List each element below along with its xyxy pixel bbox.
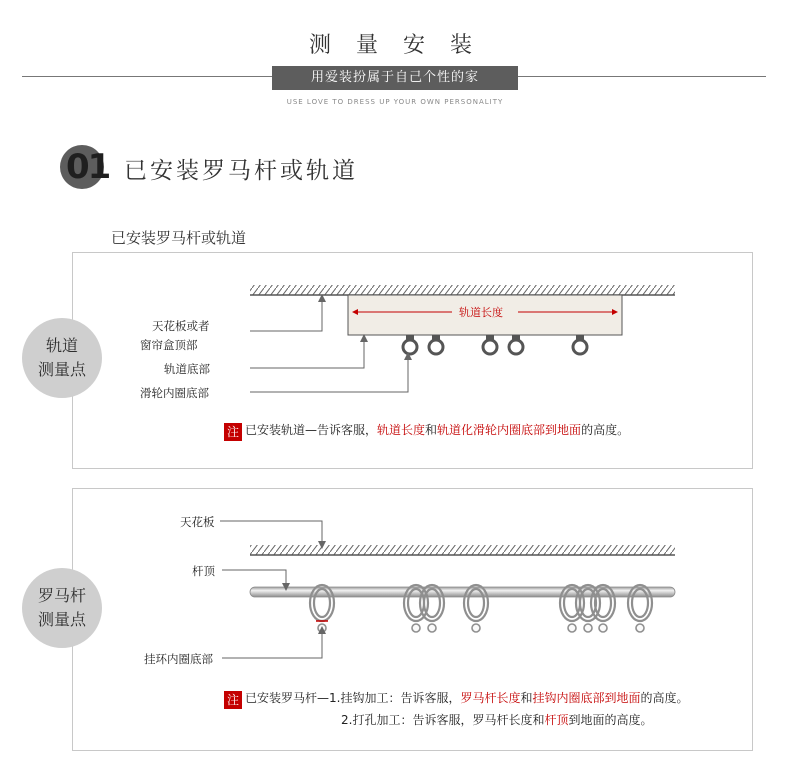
rod-note2-red1: 杆顶: [544, 713, 569, 727]
rod-badge-line1: 罗马杆: [37, 586, 86, 605]
note-mark: 注: [224, 691, 242, 709]
rod-note2-part1: 2.打孔加工：告诉客服，罗马杆长度和: [341, 713, 545, 727]
rod-badge: [22, 568, 102, 648]
label-pulley-bottom: 滑轮内圈底部: [140, 386, 209, 400]
rod-note2-part2: 到地面的高度。: [568, 713, 653, 727]
rod-note1-red2: 挂钩内圈底部到地面: [532, 691, 641, 705]
track-note-part2: 和: [425, 423, 438, 437]
rod-hooks: [318, 624, 644, 632]
label-ceiling: 天花板: [180, 515, 215, 529]
note-mark: 注: [224, 423, 242, 441]
rod-ceiling: [250, 545, 675, 555]
track-badge: [22, 318, 102, 398]
track-note-red1: 轨道长度: [377, 423, 426, 437]
section-heading: 已安装罗马杆或轨道: [124, 158, 358, 184]
rod-badge-line2: 测量点: [37, 610, 86, 629]
track-note-part1: 已安装轨道—告诉客服，: [245, 423, 378, 437]
track-badge-line1: 轨道: [45, 336, 78, 355]
section-caption: 已安装罗马杆或轨道: [111, 229, 247, 247]
track-pulleys: [403, 335, 587, 354]
label-track-bottom: 轨道底部: [164, 362, 210, 376]
label-curtain-box-top: 窗帘盒顶部: [140, 338, 198, 352]
header-subtitle: USE LOVE TO DRESS UP YOUR OWN PERSONALITY: [286, 98, 504, 106]
header-banner: 用爱装扮属于自己个性的家: [272, 66, 518, 90]
page-title: 测 量 安 装: [309, 33, 481, 58]
rod-note1-part1: 已安装罗马杆—1.挂钩加工：告诉客服，: [245, 691, 461, 705]
track-length-label: 轨道长度: [459, 306, 503, 319]
rod-note1-red1: 罗马杆长度: [460, 691, 521, 705]
label-rod-top: 杆顶: [192, 564, 215, 578]
label-ceiling-or-box: 天花板或者: [152, 319, 210, 333]
rod-note1-part2: 和: [520, 691, 533, 705]
label-ring-bottom: 挂环内圈底部: [144, 652, 213, 666]
track-badge-line2: 测量点: [37, 360, 86, 379]
track-note-red2: 轨道化滑轮内圈底部到地面: [437, 423, 582, 437]
section-number: 01: [66, 147, 110, 187]
track-note: [224, 421, 629, 441]
rod-note-line2: [341, 711, 652, 728]
track-ceiling: [250, 285, 675, 295]
track-note-part3: 的高度。: [581, 423, 630, 437]
rod-note1-part3: 的高度。: [640, 691, 689, 705]
rod-note-line1: [224, 689, 689, 709]
